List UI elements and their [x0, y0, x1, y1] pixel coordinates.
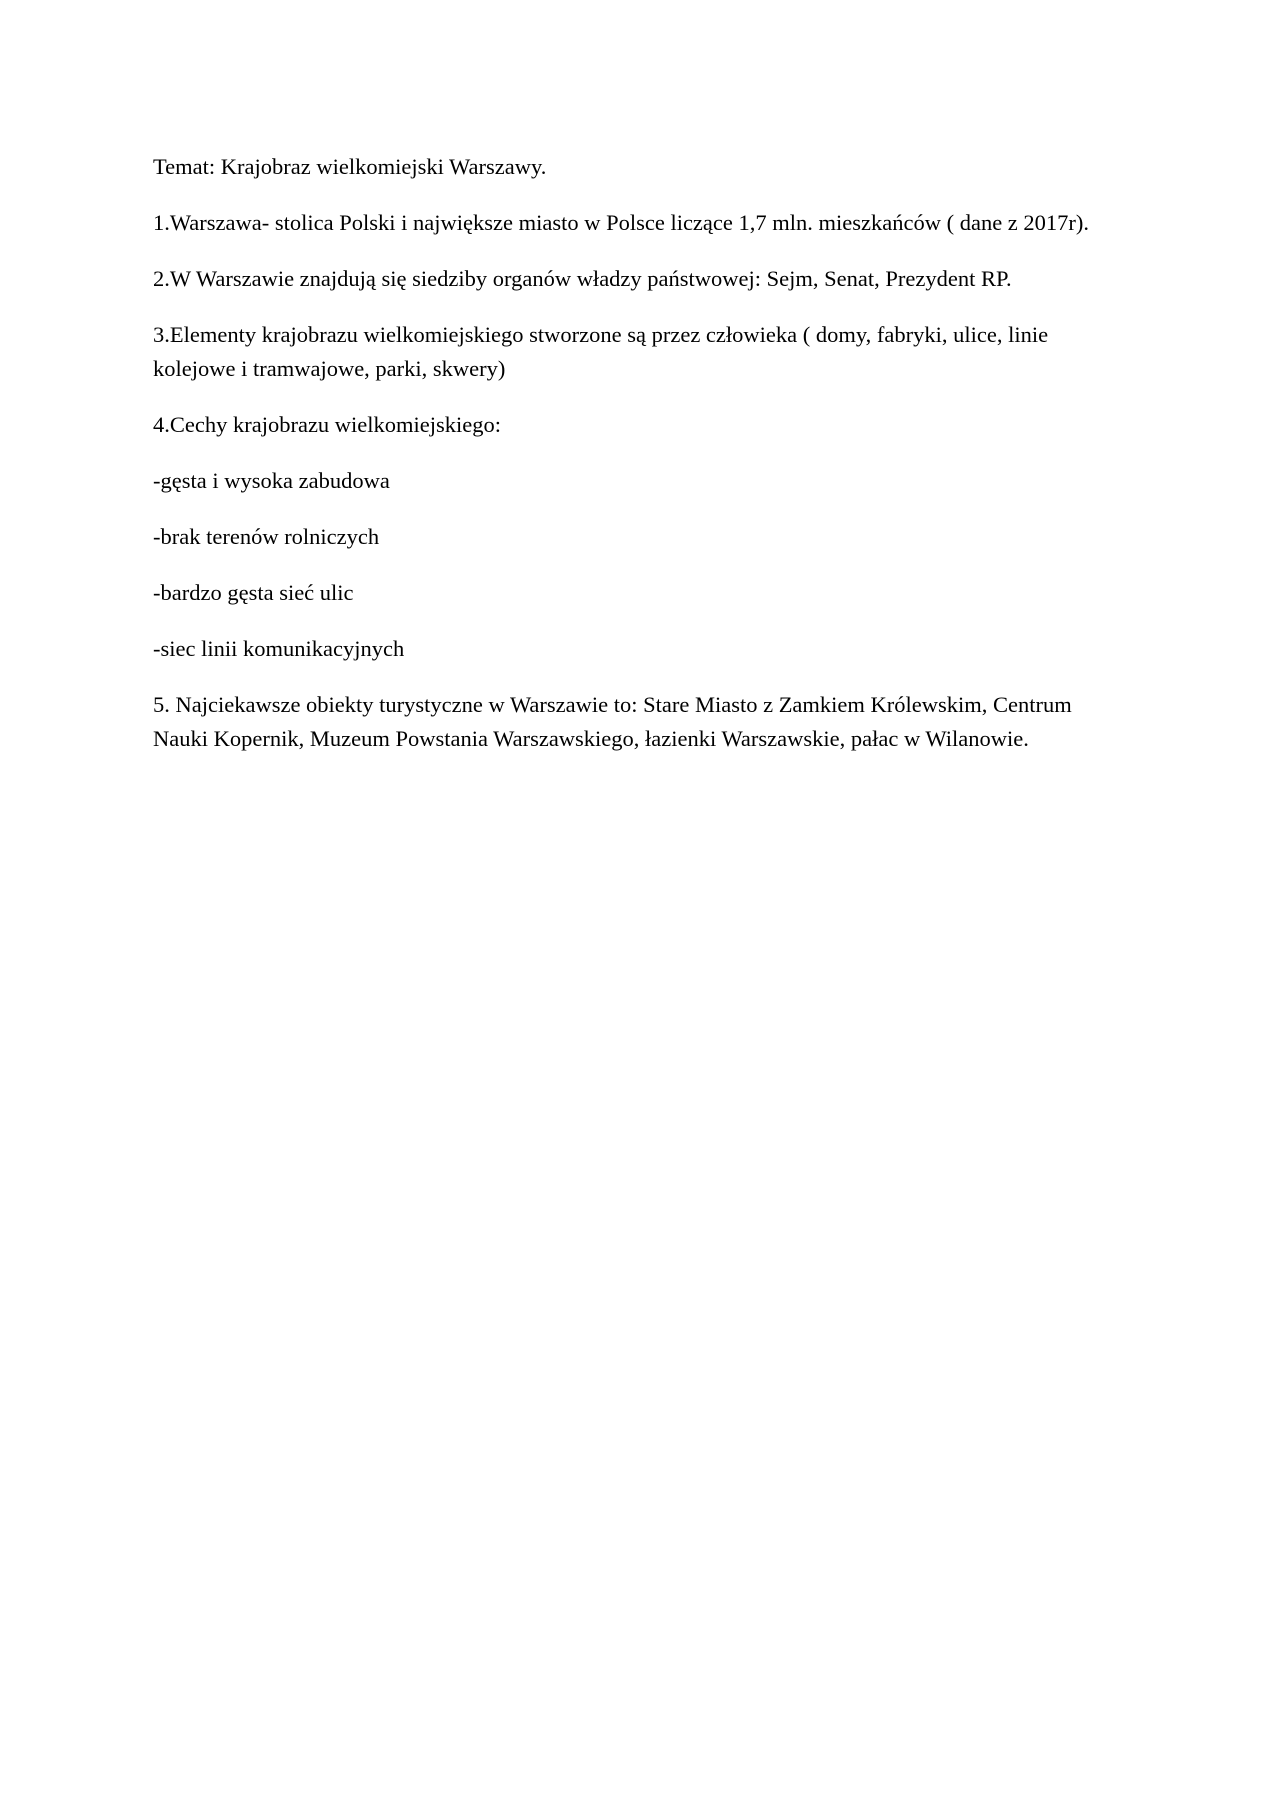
- paragraph-4: 4.Cechy krajobrazu wielkomiejskiego:: [153, 412, 502, 437]
- feature-item-2: -brak terenów rolniczych: [153, 524, 380, 549]
- paragraph-5: 5. Najciekawsze obiekty turystyczne w Warszawie to: Stare Miasto z Zamkiem Królewskim, Centrum Nauki Kopernik, Muzeum Powstania Warszawskiego, łazienki Warszawskie, pałac w Wilanowie.: [153, 692, 1072, 751]
- topic-heading: Temat: Krajobraz wielkomiejski Warszawy.: [153, 154, 547, 179]
- document-body: [153, 150, 1131, 778]
- paragraph-2: 2.W Warszawie znajdują się siedziby organów władzy państwowej: Sejm, Senat, Prezydent RP.: [153, 266, 1012, 291]
- paragraph-1: 1.Warszawa- stolica Polski i największe miasto w Polsce liczące 1,7 mln. mieszkańców ( dane z 2017r).: [153, 210, 1090, 235]
- feature-item-4: -siec linii komunikacyjnych: [153, 636, 405, 661]
- paragraph-3: 3.Elementy krajobrazu wielkomiejskiego stworzone są przez człowieka ( domy, fabryki, ulice, linie kolejowe i tramwajowe, parki, skwery): [153, 322, 1049, 381]
- feature-item-3: -bardzo gęsta sieć ulic: [153, 580, 354, 605]
- feature-item-1: -gęsta i wysoka zabudowa: [153, 468, 390, 493]
